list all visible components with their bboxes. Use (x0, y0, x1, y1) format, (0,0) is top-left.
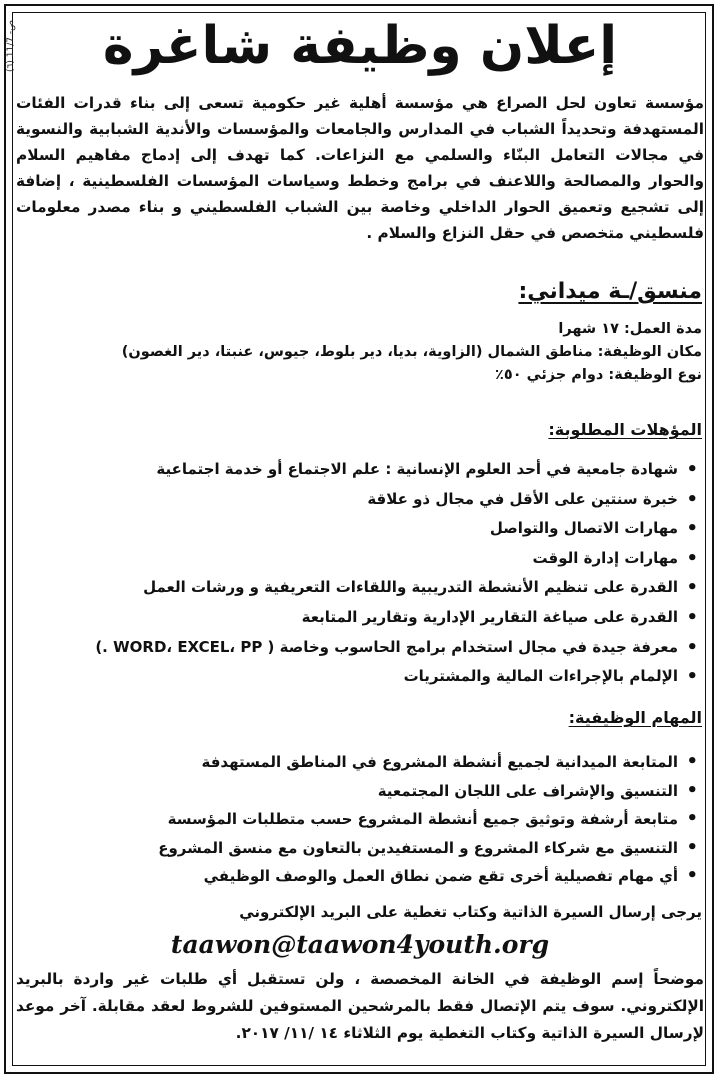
job-type: نوع الوظيفة: دوام جزئي ٥٠٪ (495, 367, 702, 383)
apply-instructions: يرجى إرسال السيرة الذاتية وكتاب تغطية على البريد الإلكتروني (239, 903, 702, 921)
list-item: • معرفة جيدة في مجال استخدام برامج الحاسوب وخاصة ( WORD، EXCEL، PP .) (16, 633, 702, 663)
ad-title: إعلان وظيفة شاغرة (102, 16, 618, 76)
list-item: • التنسيق مع شركاء المشروع و المستفيدين بالتعاون مع منسق المشروع (16, 834, 702, 863)
list-item: • مهارات إدارة الوقت (16, 544, 702, 574)
tasks-list (16, 748, 702, 891)
bullet-icon: • (686, 606, 698, 628)
list-item: • الإلمام بالإجراءات المالية والمشتريات (16, 662, 702, 692)
closing-paragraph: موضحاً إسم الوظيفة في الخانة المخصصة ، ولن تستقبل أي طلبات غير واردة بالبريد الإلكتروني. سوف يتم الإتصال فقط بالمرشحين المستوفين للشروط لعقد مقابلة. آخر موعد لإرسال السيرة الذاتية وكتاب التغطية يوم الثلاثاء ١٤ /١١/ ٢٠١٧. (16, 970, 704, 1042)
bullet-icon: • (686, 488, 698, 510)
qualifications-heading: المؤهلات المطلوبة: (548, 420, 702, 439)
list-item: • متابعة أرشفة وتوثيق جميع أنشطة المشروع حسب متطلبات المؤسسة (16, 805, 702, 834)
bullet-icon: • (686, 666, 698, 688)
bullet-icon: • (686, 459, 698, 480)
job-location: مكان الوظيفة: مناطق الشمال (الزاوية، بديا، دير بلوط، جيوس، عنبتا، دير الغصون) (121, 344, 702, 360)
bullet-icon: • (686, 751, 698, 772)
bullet-icon: • (686, 547, 698, 569)
list-item: • شهادة جامعية في أحد العلوم الإنسانية : علم الاجتماع أو خدمة اجتماعية (16, 455, 702, 485)
list-item: • مهارات الاتصال والتواصل (16, 514, 702, 544)
job-details (16, 318, 702, 387)
intro-paragraph: مؤسسة تعاون لحل الصراع هي مؤسسة أهلية غير حكومية تسعى إلى بناء قدرات الفئات المستهدفة وتحديداً الشباب في المدارس والجامعات والمؤسسات والأندية الشبابية والنسوية في مجالات التعامل البنّاء والسلمي مع النزاعات. كما تهدف إلى إدماج مفاهيم السلام والحوار والمصالحة واللاعنف في برامج وخطط وسياسات المؤسسات الفلسطينية ، إضافة إلى تشجيع وتعميق الحوار الداخلي وخاصة بين الشباب الفلسطيني و بناء مصدر معلومات فلسطيني متخصص في حقل النزاع والسلام . (16, 94, 704, 242)
list-item: • القدرة على صياغة التقارير الإدارية وتقارير المتابعة (16, 603, 702, 633)
list-item: • خبرة سنتين على الأقل في مجال ذو علاقة (16, 485, 702, 515)
contact-email[interactable]: taawon@taawon4youth.org (170, 930, 550, 959)
job-title: منسق/ـة ميداني: (518, 279, 702, 304)
list-item: • أي مهام تفصيلية أخرى تقع ضمن نطاق العمل والوصف الوظيفي (16, 862, 702, 891)
list-item: • المتابعة الميدانية لجميع أنشطة المشروع في المناطق المستهدفة (16, 748, 702, 777)
side-reference: (٦) 11/7 -ص (6, 20, 16, 72)
qualifications-list (16, 455, 702, 692)
tasks-heading: المهام الوظيفية: (568, 708, 702, 727)
bullet-icon: • (686, 808, 698, 829)
list-item: • التنسيق والإشراف على اللجان المجتمعية (16, 777, 702, 806)
bullet-icon: • (686, 636, 698, 658)
job-duration: مدة العمل: ١٧ شهرا (558, 321, 702, 337)
bullet-icon: • (686, 518, 698, 540)
list-item: • القدرة على تنظيم الأنشطة التدريبية واللقاءات التعريفية و ورشات العمل (16, 573, 702, 603)
bullet-icon: • (686, 865, 698, 886)
bullet-icon: • (686, 577, 698, 599)
bullet-icon: • (686, 836, 698, 858)
bullet-icon: • (686, 779, 698, 801)
